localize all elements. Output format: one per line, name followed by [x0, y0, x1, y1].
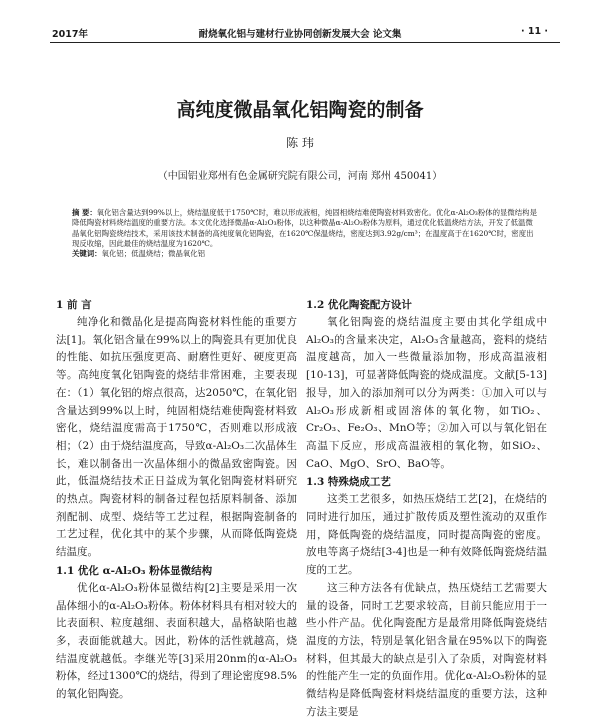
abstract-paragraph: [72, 208, 537, 249]
keywords-label: 关键词：: [72, 249, 102, 259]
left-column: [56, 296, 297, 704]
section-1-3-paragraph-2: 这三种方法各有优缺点，热压烧结工艺需要大量的设备，同时工艺要求较高，目前只能应用于一些小件产品。优化陶瓷配方是最常用降低陶瓷烧结温度的方法，特别是氧化铝含量在95%以下的陶瓷材料，但其最大的缺点是引入了杂质，对陶瓷材料的性能产生一定的负面作用。优化α-Al₂O₃粉体的显微结构是降低陶瓷材料烧结温度的重要方法，这种方法主要是: [306, 581, 547, 718]
abstract-block: [72, 208, 537, 259]
paper-title: 高纯度微晶氧化铝陶瓷的制备: [176, 99, 424, 121]
header-year: 2017年: [52, 29, 88, 40]
introduction-paragraph: 纯净化和微晶化是提高陶瓷材料性能的重要方法[1]。氧化铝含量在99%以上的陶瓷具有更加优良的性能、如抗压强度更高、耐磨性更好、硬度更高等。高纯度氧化铝陶瓷的烧结非常困难，主要表现在：（1）氧化铝的熔点很高，达2050℃，在氧化铝含量达到99%以上时，纯固相烧结难使陶瓷材料致密化，烧结温度需高于1750℃，否则难以形成液相；（2）由于烧结温度高，导致α-Al₂O₃二次晶体生长，难以制备出一次晶体细小的微晶致密陶瓷。因此，低温烧结技术正日益成为氧化铝陶瓷材料研究的热点。陶瓷材料的制备过程包括原料制备、添加剂配制、成型、烧结等工艺过程，根据陶瓷制备的工艺过程，优化其中的某个步骤，从而降低陶瓷烧结温度。: [56, 316, 297, 559]
section-heading-1-1: 1.1 优化 α-Al₂O₃ 粉体显微结构: [56, 564, 213, 577]
section-1-2-paragraph: 氧化铝陶瓷的烧结温度主要由其化学组成中Al₂O₃的含量来决定，Al₂O₃含量越高，瓷料的烧结温度越高，加入一些微量添加物，形成高温液相[10-13]，可显著降低陶瓷的烧成温度。文献[5-13]报导，加入的添加剂可以分为两类：①加入可以与Al₂O₃形成新相或固溶体的氧化物，如TiO₂、Cr₂O₃、Fe₂O₃、MnO等；②加入可以与氧化铝在高温下反应，形成高温液相的氧化物，如SiO₂、CaO、MgO、SrO、BaO等。: [306, 316, 547, 470]
section-1-1-paragraph: 优化α-Al₂O₃粉体显微结构[2]主要是采用一次晶体细小的α-Al₂O₃粉体。粉体材料具有相对较大的比表面积、粒度越细、表面积越大，晶格缺陷也越多，表面能就越大。因此，粉体的活性就越高，烧结温度就越低。李继光等[3]采用20nm的α-Al₂O₃粉体，经过1300℃的烧结，得到了理论密度98.5%的氧化铝陶瓷。: [56, 581, 297, 701]
affiliation: （中国铝业郑州有色金属研究院有限公司，河南 郑州 450041）: [157, 171, 443, 182]
right-column: [306, 296, 547, 721]
keywords-text: 氧化铝；低温烧结；微晶氧化铝: [101, 249, 206, 259]
header-rule: [50, 42, 560, 43]
header-conference: 耐烧氧化铝与建材行业协同创新发展大会 论文集: [198, 29, 402, 40]
section-heading-1-2: 1.2 优化陶瓷配方设计: [306, 299, 412, 311]
section-1-3-paragraph: 这类工艺很多，如热压烧结工艺[2]，在烧结的同时进行加压，通过扩散传质及塑性流动的双重作用，降低陶瓷的烧结温度，同时提高陶瓷的密度。放电等离子烧结[3-4]也是一种有效降低陶瓷烧结温度的工艺。: [306, 493, 547, 577]
abstract-text: 氧化铝含量达到99%以上，烧结温度低于1750℃时，难以形成液相，纯固相烧结难使陶瓷材料致密化。优化α-Al₂O₃粉体的显微结构是降低陶瓷材料烧结温度的重要方法。本文优化选择微晶α-Al₂O₃粉体，以这种微晶α-Al₂O₃粉体为原料，通过优化低温烧结方法，开发了低温微晶氧化铝陶瓷烧结技术，采用该技术制备的高纯度氧化铝陶瓷，在1620℃保温烧结，密度达到3.92g/cm³；在温度高于在1620℃时，密度出现反收缩，因此最佳的烧结温度为1620℃。: [72, 208, 537, 248]
header-page-number: · 11 ·: [520, 26, 548, 37]
section-heading-1-3: 1.3 特殊烧成工艺: [306, 476, 391, 489]
section-heading-introduction: 1 前 言: [56, 299, 92, 311]
abstract-label: 摘 要：: [72, 208, 97, 217]
author-name: 陈 玮: [286, 136, 314, 150]
keywords-line: [72, 249, 537, 259]
